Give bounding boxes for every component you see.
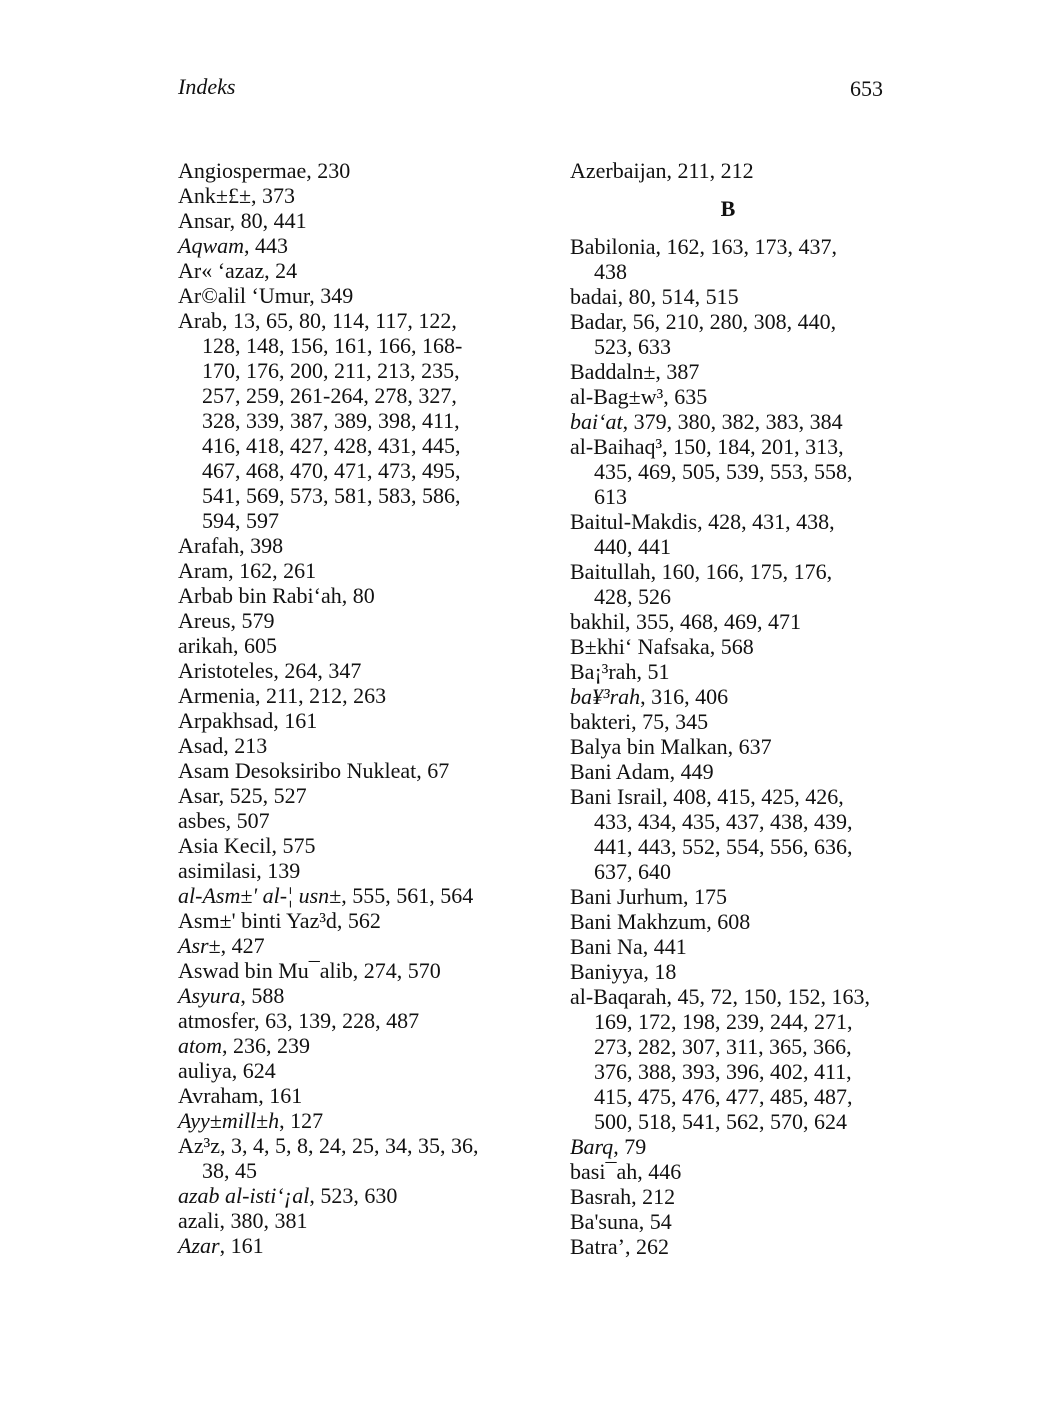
index-entry-pages: , 316, 406 bbox=[640, 684, 729, 709]
index-entry-line bbox=[178, 983, 518, 1008]
index-entry-line: Ansar, 80, 441 bbox=[178, 208, 307, 233]
index-entry bbox=[178, 858, 518, 883]
index-entry-line: Ba¡³rah, 51 bbox=[570, 659, 670, 684]
index-entry-continuation: 415, 475, 476, 477, 485, 487, bbox=[594, 1084, 853, 1109]
index-entry-line: asimilasi, 139 bbox=[178, 858, 301, 883]
index-entry-continuation: 170, 176, 200, 211, 213, 235, bbox=[202, 358, 460, 383]
index-entry-line bbox=[178, 1033, 518, 1058]
index-entry-term: Ayy±mill±h bbox=[178, 1108, 280, 1133]
index-entry-line: B±khi‘ Nafsaka, 568 bbox=[570, 634, 754, 659]
index-entry bbox=[570, 609, 900, 634]
index-entry bbox=[178, 1233, 518, 1258]
index-entry bbox=[570, 1209, 900, 1234]
index-entry-line: Bani Jurhum, 175 bbox=[570, 884, 728, 909]
page-number: 653 bbox=[850, 76, 883, 101]
index-entry-line: atmosfer, 63, 139, 228, 487 bbox=[178, 1008, 420, 1033]
index-entry-term: bai‘at bbox=[570, 409, 623, 434]
index-entry-continuation: 637, 640 bbox=[594, 859, 671, 884]
index-entry bbox=[178, 958, 518, 983]
index-entry-line: al-Baqarah, 45, 72, 150, 152, 163, bbox=[570, 984, 870, 1009]
index-entry-continuation: 438 bbox=[594, 259, 627, 284]
index-entry-term: al-Asm±' al-¦ usn± bbox=[178, 883, 342, 908]
index-entry-line: Bani Adam, 449 bbox=[570, 759, 714, 784]
index-entry-line: Arab, 13, 65, 80, 114, 117, 122, bbox=[178, 308, 457, 333]
index-entry bbox=[178, 1108, 518, 1133]
index-column-left bbox=[178, 158, 518, 1258]
index-entry-line: azali, 380, 381 bbox=[178, 1208, 308, 1233]
index-entry bbox=[178, 758, 518, 783]
index-entry bbox=[570, 509, 900, 559]
index-entry-continuation: 257, 259, 261-264, 278, 327, bbox=[202, 383, 457, 408]
index-entry bbox=[570, 234, 900, 284]
index-entry-line: auliya, 624 bbox=[178, 1058, 276, 1083]
index-entry-line: Basrah, 212 bbox=[570, 1184, 676, 1209]
index-entry-continuation: 169, 172, 198, 239, 244, 271, bbox=[594, 1009, 853, 1034]
index-entry-line: asbes, 507 bbox=[178, 808, 270, 833]
index-entry-line: Ar©alil ‘Umur, 349 bbox=[178, 283, 354, 308]
index-entry-pages: , 443 bbox=[244, 233, 288, 258]
index-entry-line: Babilonia, 162, 163, 173, 437, bbox=[570, 234, 838, 259]
index-entry bbox=[570, 384, 900, 409]
index-entry bbox=[178, 208, 518, 233]
index-entry bbox=[178, 233, 518, 258]
index-entry bbox=[570, 684, 900, 709]
index-entry bbox=[178, 633, 518, 658]
index-entry-line bbox=[178, 933, 518, 958]
index-entry bbox=[570, 158, 900, 183]
index-entry bbox=[570, 734, 900, 759]
index-entry-continuation: 433, 434, 435, 437, 438, 439, bbox=[594, 809, 853, 834]
index-entry-line: Angiospermae, 230 bbox=[178, 158, 351, 183]
index-entry-line: Batra’, 262 bbox=[570, 1234, 669, 1259]
index-entry-term: Barq bbox=[570, 1134, 614, 1159]
index-entry-line bbox=[178, 1108, 518, 1133]
index-entry-pages: , 161 bbox=[219, 1233, 264, 1258]
index-entry bbox=[178, 908, 518, 933]
index-entry-line: Baitullah, 160, 166, 175, 176, bbox=[570, 559, 833, 584]
index-entry-line: Avraham, 161 bbox=[178, 1083, 303, 1108]
index-entry-term: Asr± bbox=[178, 933, 221, 958]
index-entry bbox=[178, 1008, 518, 1033]
index-column-right-top bbox=[570, 158, 900, 183]
index-entry-continuation: 613 bbox=[594, 484, 627, 509]
index-entry-pages: , 379, 380, 382, 383, 384 bbox=[622, 409, 843, 434]
index-column-right bbox=[570, 158, 900, 1259]
index-entry bbox=[570, 1159, 900, 1184]
index-entry bbox=[178, 933, 518, 958]
index-entry-line: Balya bin Malkan, 637 bbox=[570, 734, 772, 759]
index-entry-line: Bani Makhzum, 608 bbox=[570, 909, 751, 934]
index-entry bbox=[570, 984, 900, 1134]
index-entry bbox=[570, 559, 900, 609]
index-entry bbox=[570, 1184, 900, 1209]
index-entry-line: Baitul-Makdis, 428, 431, 438, bbox=[570, 509, 835, 534]
index-entry-continuation: 38, 45 bbox=[202, 1158, 257, 1183]
index-entry bbox=[178, 1033, 518, 1058]
index-entry bbox=[178, 558, 518, 583]
index-entry-line: al-Bag±w³, 635 bbox=[570, 384, 708, 409]
index-entry bbox=[178, 1183, 518, 1208]
index-entry bbox=[178, 308, 518, 533]
index-entry-line: Baniyya, 18 bbox=[570, 959, 677, 984]
index-entry bbox=[178, 683, 518, 708]
index-entry-continuation: 428, 526 bbox=[594, 584, 671, 609]
index-entry-line: bakteri, 75, 345 bbox=[570, 709, 709, 734]
index-entry bbox=[570, 284, 900, 309]
index-entry-line: Azerbaijan, 211, 212 bbox=[570, 158, 754, 183]
index-column-right-main bbox=[570, 234, 900, 1259]
index-entry-continuation: 416, 418, 427, 428, 431, 445, bbox=[202, 433, 461, 458]
index-entry-line bbox=[570, 684, 900, 709]
index-entry-pages: , 79 bbox=[613, 1134, 647, 1159]
index-entry bbox=[570, 784, 900, 884]
index-entry bbox=[178, 608, 518, 633]
index-entry bbox=[178, 708, 518, 733]
index-entry-line: Aristoteles, 264, 347 bbox=[178, 658, 362, 683]
index-entry-term: Aqwam bbox=[178, 233, 244, 258]
index-entry-line: Asm±' binti Yaz³d, 562 bbox=[178, 908, 381, 933]
index-entry-line: arikah, 605 bbox=[178, 633, 277, 658]
index-entry-continuation: 541, 569, 573, 581, 583, 586, bbox=[202, 483, 461, 508]
index-entry-line: Asia Kecil, 575 bbox=[178, 833, 316, 858]
index-entry bbox=[570, 434, 900, 509]
index-entry-line: badai, 80, 514, 515 bbox=[570, 284, 739, 309]
index-entry bbox=[178, 808, 518, 833]
running-header-title: Indeks bbox=[178, 74, 236, 99]
index-entry-continuation: 376, 388, 393, 396, 402, 411, bbox=[594, 1059, 852, 1084]
index-entry-line: bakhil, 355, 468, 469, 471 bbox=[570, 609, 801, 634]
index-entry bbox=[178, 1208, 518, 1233]
index-entry bbox=[178, 733, 518, 758]
index-entry-line: Aram, 162, 261 bbox=[178, 558, 317, 583]
index-entry bbox=[570, 1134, 900, 1159]
index-entry-continuation: 594, 597 bbox=[202, 508, 279, 533]
index-entry bbox=[570, 884, 900, 909]
index-entry-line: Aswad bin Mu¯alib, 274, 570 bbox=[178, 958, 441, 983]
index-entry bbox=[178, 1133, 518, 1183]
index-entry-line: Az³z, 3, 4, 5, 8, 24, 25, 34, 35, 36, bbox=[178, 1133, 479, 1158]
index-entry-continuation: 128, 148, 156, 161, 166, 168- bbox=[202, 333, 463, 358]
index-entry-term: azab al-isti‘¡al bbox=[178, 1183, 310, 1208]
index-entry-line bbox=[178, 1233, 518, 1258]
index-entry-pages: , 127 bbox=[279, 1108, 324, 1133]
index-entry-pages: , 523, 630 bbox=[309, 1183, 398, 1208]
index-entry-line: Ank±£±, 373 bbox=[178, 183, 296, 208]
index-entry bbox=[178, 658, 518, 683]
index-entry-pages: , 555, 561, 564 bbox=[341, 883, 474, 908]
index-entry bbox=[570, 934, 900, 959]
index-entry bbox=[570, 709, 900, 734]
index-entry bbox=[178, 258, 518, 283]
index-entry-line: Bani Israil, 408, 415, 425, 426, bbox=[570, 784, 844, 809]
index-entry-line: Arbab bin Rabi‘ah, 80 bbox=[178, 583, 375, 608]
index-entry-line: Baddaln±, 387 bbox=[570, 359, 700, 384]
index-entry-line bbox=[570, 409, 900, 434]
index-entry bbox=[570, 759, 900, 784]
index-entry bbox=[570, 309, 900, 359]
index-entry-continuation: 435, 469, 505, 539, 553, 558, bbox=[594, 459, 853, 484]
index-entry-line: Arafah, 398 bbox=[178, 533, 284, 558]
index-entry-continuation: 467, 468, 470, 471, 473, 495, bbox=[202, 458, 461, 483]
index-entry bbox=[178, 283, 518, 308]
index-entry bbox=[178, 783, 518, 808]
index-entry bbox=[178, 533, 518, 558]
index-entry-continuation: 523, 633 bbox=[594, 334, 671, 359]
index-entry bbox=[570, 409, 900, 434]
index-entry-line: Bani Na, 441 bbox=[570, 934, 687, 959]
index-entry-line bbox=[178, 883, 518, 908]
index-entry-line: Asar, 525, 527 bbox=[178, 783, 307, 808]
index-entry-term: Asyura bbox=[178, 983, 241, 1008]
index-entry-line: basi¯ah, 446 bbox=[570, 1159, 682, 1184]
index-entry bbox=[178, 883, 518, 908]
index-entry-term: atom bbox=[178, 1033, 222, 1058]
index-entry bbox=[570, 359, 900, 384]
index-entry-continuation: 500, 518, 541, 562, 570, 624 bbox=[594, 1109, 847, 1134]
index-entry-line: Badar, 56, 210, 280, 308, 440, bbox=[570, 309, 837, 334]
index-entry bbox=[178, 583, 518, 608]
index-entry bbox=[570, 1234, 900, 1259]
index-entry-pages: , 588 bbox=[240, 983, 285, 1008]
index-entry-line: Ar« ‘azaz, 24 bbox=[178, 258, 298, 283]
index-entry-continuation: 328, 339, 387, 389, 398, 411, bbox=[202, 408, 460, 433]
index-entry-line bbox=[178, 1183, 518, 1208]
index-entry-continuation: 441, 443, 552, 554, 556, 636, bbox=[594, 834, 853, 859]
index-entry bbox=[178, 183, 518, 208]
index-entry-line bbox=[570, 1134, 900, 1159]
index-entry bbox=[178, 1083, 518, 1108]
section-letter-b: B bbox=[720, 196, 736, 221]
index-entry bbox=[570, 634, 900, 659]
index-entry-continuation: 273, 282, 307, 311, 365, 366, bbox=[594, 1034, 852, 1059]
index-entry-term: Azar bbox=[178, 1233, 220, 1258]
index-entry-line: Armenia, 211, 212, 263 bbox=[178, 683, 387, 708]
index-entry-continuation: 440, 441 bbox=[594, 534, 671, 559]
index-entry bbox=[178, 983, 518, 1008]
index-entry bbox=[178, 1058, 518, 1083]
index-entry-pages: , 236, 239 bbox=[222, 1033, 310, 1058]
index-entry-line: Asam Desoksiribo Nukleat, 67 bbox=[178, 758, 450, 783]
index-entry-line: Asad, 213 bbox=[178, 733, 268, 758]
index-entry bbox=[570, 659, 900, 684]
index-entry-line: Ba'suna, 54 bbox=[570, 1209, 672, 1234]
index-entry bbox=[178, 158, 518, 183]
index-entry-term: ba¥³rah bbox=[570, 684, 641, 709]
index-entry-line: al-Baihaq³, 150, 184, 201, 313, bbox=[570, 434, 844, 459]
index-entry bbox=[178, 833, 518, 858]
index-entry-line: Areus, 579 bbox=[178, 608, 275, 633]
index-entry bbox=[570, 909, 900, 934]
index-entry bbox=[570, 959, 900, 984]
index-entry-line: Arpakhsad, 161 bbox=[178, 708, 318, 733]
index-entry-line bbox=[178, 233, 518, 258]
index-entry-pages: , 427 bbox=[220, 933, 265, 958]
